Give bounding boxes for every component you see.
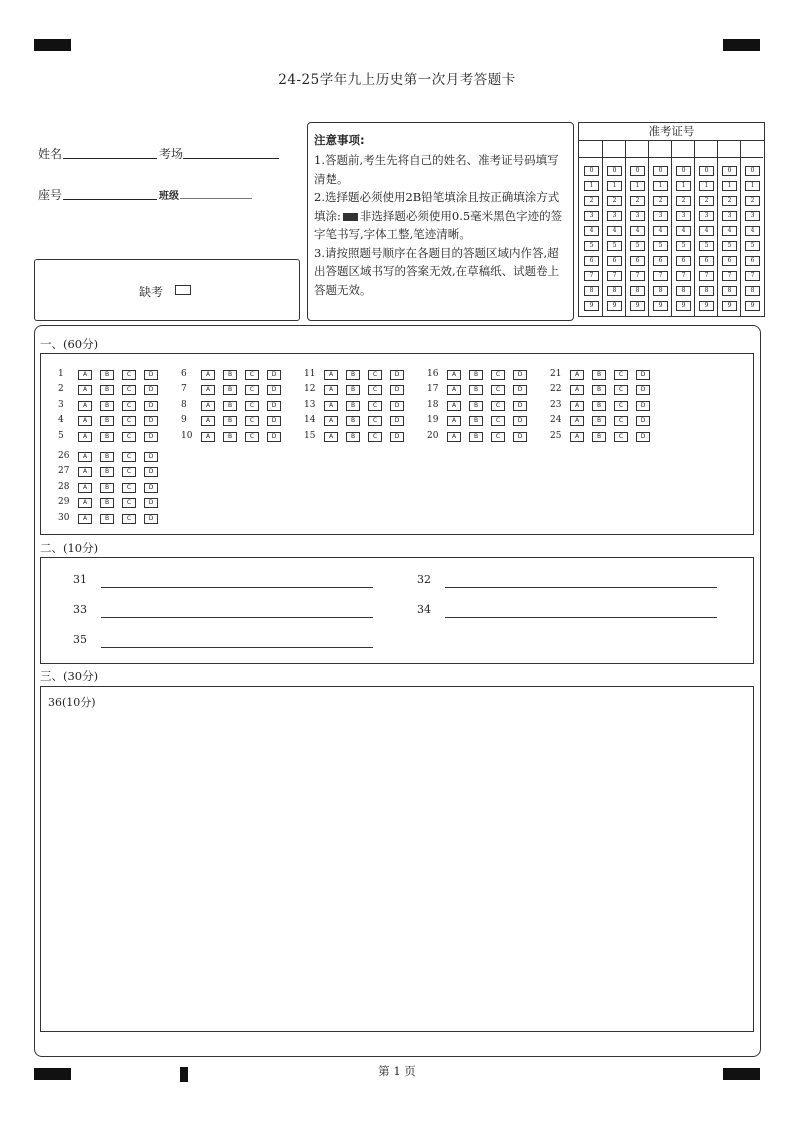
question-36-label: 36(10分)	[48, 696, 96, 709]
option-bubble-a[interactable]: A	[78, 416, 92, 426]
option-bubble-b[interactable]: B	[100, 416, 114, 426]
option-bubble-d[interactable]: D	[636, 385, 650, 395]
question-34-number: 34	[417, 603, 431, 616]
admission-digit-bubble[interactable]: 7	[722, 271, 737, 281]
option-bubble-c[interactable]: C	[368, 416, 382, 426]
admission-digit-bubble[interactable]: 3	[584, 211, 599, 221]
notice-item-1: 1.答题前,考生先将自己的姓名、准考证号码填写清楚。	[314, 153, 559, 186]
option-bubble-d[interactable]: D	[390, 370, 404, 380]
option-bubble-b[interactable]: B	[223, 370, 237, 380]
filled-bubble-example-icon	[343, 213, 358, 221]
admission-digit-bubble[interactable]: 4	[676, 226, 691, 236]
admission-digit-bubble[interactable]: 7	[653, 271, 668, 281]
option-bubble-d[interactable]: D	[636, 401, 650, 411]
option-bubble-b[interactable]: B	[469, 432, 483, 442]
admission-digit-bubble[interactable]: 9	[699, 301, 714, 311]
question-number: 1	[58, 369, 64, 379]
question-number: 17	[427, 384, 439, 395]
option-bubble-b[interactable]: B	[100, 483, 114, 493]
admission-digit-bubble[interactable]: 5	[584, 241, 599, 251]
option-bubble-b[interactable]: B	[100, 467, 114, 477]
option-bubble-c[interactable]: C	[122, 432, 136, 442]
question-number: 11	[304, 369, 316, 379]
option-bubble-c[interactable]: C	[491, 385, 505, 395]
option-bubble-a[interactable]: A	[570, 401, 584, 411]
option-bubble-b[interactable]: B	[346, 370, 360, 380]
question-number: 18	[427, 399, 439, 410]
question-number: 7	[181, 384, 187, 395]
question-number: 15	[304, 430, 316, 441]
option-bubble-a[interactable]: A	[447, 385, 461, 395]
option-bubble-d[interactable]: D	[390, 416, 404, 426]
admission-column	[625, 140, 649, 316]
option-bubble-c[interactable]: C	[614, 432, 628, 442]
option-bubble-c[interactable]: C	[122, 416, 136, 426]
absent-label: 缺考	[139, 285, 164, 299]
option-bubble-c[interactable]: C	[122, 514, 136, 524]
notice-item-2-post: 非选择题必须使用0.5毫米黑色字迹的签字笔书写,字体工整,笔迹清晰。	[314, 208, 563, 241]
admission-column	[648, 140, 672, 316]
option-bubble-c[interactable]: C	[122, 401, 136, 411]
admission-column	[579, 140, 603, 316]
option-bubble-a[interactable]: A	[324, 385, 338, 395]
question-number: 16	[427, 369, 439, 379]
admission-digit-bubble[interactable]: 6	[699, 256, 714, 266]
question-number: 3	[58, 399, 64, 410]
admission-digit-bubble[interactable]: 8	[699, 286, 714, 296]
option-bubble-d[interactable]: D	[144, 401, 158, 411]
question-number: 29	[58, 497, 70, 508]
option-bubble-c[interactable]: C	[614, 401, 628, 411]
question-number: 9	[181, 415, 187, 426]
question-number: 23	[550, 399, 562, 410]
option-bubble-c[interactable]: C	[368, 401, 382, 411]
question-number: 10	[181, 430, 193, 441]
option-bubble-d[interactable]: D	[144, 514, 158, 524]
option-bubble-b[interactable]: B	[469, 416, 483, 426]
question-number: 19	[427, 415, 439, 426]
admission-digit-bubble[interactable]: 8	[630, 286, 645, 296]
option-bubble-d[interactable]: D	[267, 432, 281, 442]
admission-digit-bubble[interactable]: 7	[676, 271, 691, 281]
option-bubble-c[interactable]: C	[122, 385, 136, 395]
admission-digit-bubble[interactable]: 2	[584, 196, 599, 206]
option-bubble-d[interactable]: D	[144, 370, 158, 380]
admission-digit-bubble[interactable]: 6	[722, 256, 737, 266]
admission-digit-bubble[interactable]: 2	[676, 196, 691, 206]
admission-digit-bubble[interactable]: 3	[653, 211, 668, 221]
option-bubble-c[interactable]: C	[614, 385, 628, 395]
option-bubble-b[interactable]: B	[223, 401, 237, 411]
admission-digit-bubble[interactable]: 1	[676, 181, 691, 191]
notice-panel	[307, 122, 574, 321]
option-bubble-d[interactable]: D	[144, 467, 158, 477]
question-33-number: 33	[73, 603, 87, 616]
class-field[interactable]	[180, 198, 252, 199]
notice-title: 注意事项:	[314, 133, 365, 147]
admission-digit-bubble[interactable]: 3	[722, 211, 737, 221]
admission-digit-bubble[interactable]: 7	[699, 271, 714, 281]
admission-write-cell[interactable]	[625, 140, 648, 158]
option-bubble-a[interactable]: A	[78, 467, 92, 477]
option-bubble-d[interactable]: D	[267, 416, 281, 426]
option-bubble-a[interactable]: A	[447, 432, 461, 442]
admission-digit-bubble[interactable]: 5	[722, 241, 737, 251]
admission-digit-bubble[interactable]: 5	[630, 241, 645, 251]
option-bubble-a[interactable]: A	[324, 432, 338, 442]
option-bubble-a[interactable]: A	[78, 370, 92, 380]
admission-write-cell[interactable]	[579, 140, 602, 158]
option-bubble-a[interactable]: A	[201, 416, 215, 426]
admission-digit-bubble[interactable]: 6	[584, 256, 599, 266]
admission-digit-bubble[interactable]: 7	[607, 271, 622, 281]
question-number: 14	[304, 415, 316, 426]
option-bubble-b[interactable]: B	[592, 416, 606, 426]
question-number: 25	[550, 430, 562, 441]
admission-digit-bubble[interactable]: 4	[653, 226, 668, 236]
option-bubble-b[interactable]: B	[100, 452, 114, 462]
admission-digit-bubble[interactable]: 6	[653, 256, 668, 266]
admission-digit-bubble[interactable]: 5	[699, 241, 714, 251]
option-bubble-c[interactable]: C	[368, 370, 382, 380]
option-bubble-b[interactable]: B	[100, 514, 114, 524]
admission-digit-bubble[interactable]: 0	[584, 166, 599, 176]
question-number: 8	[181, 399, 187, 410]
admission-digit-bubble[interactable]: 9	[607, 301, 622, 311]
admission-digit-bubble[interactable]: 3	[699, 211, 714, 221]
admission-digit-bubble[interactable]: 1	[745, 181, 760, 191]
admission-digit-bubble[interactable]: 6	[607, 256, 622, 266]
admission-digit-bubble[interactable]: 3	[745, 211, 760, 221]
question-31-answer-line[interactable]	[101, 587, 373, 588]
admission-write-cell[interactable]	[694, 140, 717, 158]
admission-digit-bubble[interactable]: 2	[630, 196, 645, 206]
option-bubble-c[interactable]: C	[122, 452, 136, 462]
admission-digit-bubble[interactable]: 5	[653, 241, 668, 251]
question-number: 26	[58, 451, 70, 461]
admission-number-grid	[578, 122, 765, 317]
option-bubble-c[interactable]: C	[614, 370, 628, 380]
option-bubble-b[interactable]: B	[223, 385, 237, 395]
admission-write-cell[interactable]	[671, 140, 694, 158]
page-title: 24-25学年九上历史第一次月考答题卡	[278, 72, 516, 88]
question-number: 2	[58, 384, 64, 395]
option-bubble-a[interactable]: A	[78, 432, 92, 442]
option-bubble-a[interactable]: A	[201, 432, 215, 442]
admission-digit-bubble[interactable]: 1	[584, 181, 599, 191]
admission-digit-bubble[interactable]: 4	[584, 226, 599, 236]
question-number: 6	[181, 369, 187, 379]
admission-digit-bubble[interactable]: 0	[745, 166, 760, 176]
option-bubble-a[interactable]: A	[78, 385, 92, 395]
admission-digit-bubble[interactable]: 9	[653, 301, 668, 311]
admission-digit-bubble[interactable]: 7	[745, 271, 760, 281]
admission-digit-bubble[interactable]: 2	[607, 196, 622, 206]
option-bubble-d[interactable]: D	[267, 401, 281, 411]
admission-column	[671, 140, 695, 316]
admission-digit-bubble[interactable]: 3	[607, 211, 622, 221]
admission-digit-bubble[interactable]: 6	[676, 256, 691, 266]
admission-digit-bubble[interactable]: 3	[630, 211, 645, 221]
option-bubble-d[interactable]: D	[636, 370, 650, 380]
registration-mark-top-right	[723, 39, 760, 51]
question-35-answer-line[interactable]	[101, 647, 373, 648]
option-bubble-d[interactable]: D	[513, 401, 527, 411]
admission-digit-bubble[interactable]: 9	[584, 301, 599, 311]
admission-digit-bubble[interactable]: 9	[722, 301, 737, 311]
option-bubble-a[interactable]: A	[324, 401, 338, 411]
admission-digit-bubble[interactable]: 9	[745, 301, 760, 311]
admission-title: 准考证号	[579, 123, 764, 141]
option-bubble-a[interactable]: A	[570, 370, 584, 380]
admission-digit-bubble[interactable]: 5	[607, 241, 622, 251]
option-bubble-b[interactable]: B	[100, 370, 114, 380]
option-bubble-d[interactable]: D	[513, 416, 527, 426]
option-bubble-c[interactable]: C	[491, 416, 505, 426]
admission-digit-bubble[interactable]: 8	[653, 286, 668, 296]
option-bubble-c[interactable]: C	[245, 385, 259, 395]
admission-digit-bubble[interactable]: 2	[722, 196, 737, 206]
option-bubble-d[interactable]: D	[144, 498, 158, 508]
admission-digit-bubble[interactable]: 1	[607, 181, 622, 191]
section1-header: 一、(60分)	[40, 337, 99, 351]
admission-digit-bubble[interactable]: 8	[745, 286, 760, 296]
option-bubble-b[interactable]: B	[100, 432, 114, 442]
question-34-answer-line[interactable]	[445, 617, 717, 618]
option-bubble-b[interactable]: B	[592, 370, 606, 380]
option-bubble-a[interactable]: A	[447, 416, 461, 426]
option-bubble-c[interactable]: C	[245, 370, 259, 380]
option-bubble-d[interactable]: D	[636, 416, 650, 426]
admission-digit-bubble[interactable]: 0	[722, 166, 737, 176]
exam-room-field[interactable]	[183, 158, 279, 159]
option-bubble-a[interactable]: A	[78, 483, 92, 493]
admission-write-cell[interactable]	[648, 140, 671, 158]
notice-item-2-pre: 2.选择题必须使用2B铅笔填涂且按正确填涂方式填涂:	[314, 190, 560, 223]
option-bubble-a[interactable]: A	[324, 416, 338, 426]
question-number: 5	[58, 430, 64, 441]
option-bubble-d[interactable]: D	[390, 432, 404, 442]
admission-column	[717, 140, 741, 316]
admission-write-cell[interactable]	[602, 140, 625, 158]
question-32-number: 32	[417, 573, 431, 586]
option-bubble-a[interactable]: A	[570, 432, 584, 442]
admission-digit-bubble[interactable]: 8	[722, 286, 737, 296]
admission-digit-bubble[interactable]: 6	[745, 256, 760, 266]
option-bubble-b[interactable]: B	[100, 498, 114, 508]
question-35-number: 35	[73, 633, 87, 646]
admission-digit-bubble[interactable]: 2	[653, 196, 668, 206]
seat-label: 座号	[38, 188, 63, 202]
section2-header: 二、(10分)	[40, 541, 99, 555]
option-bubble-d[interactable]: D	[513, 385, 527, 395]
option-bubble-a[interactable]: A	[201, 370, 215, 380]
section3-header: 三、(30分)	[40, 669, 99, 683]
admission-digit-bubble[interactable]: 2	[745, 196, 760, 206]
admission-digit-bubble[interactable]: 4	[607, 226, 622, 236]
option-bubble-a[interactable]: A	[570, 385, 584, 395]
section3-answer-area[interactable]	[40, 686, 754, 1032]
option-bubble-b[interactable]: B	[469, 370, 483, 380]
option-bubble-b[interactable]: B	[100, 385, 114, 395]
class-label: 班级	[159, 191, 179, 202]
admission-digit-bubble[interactable]: 6	[630, 256, 645, 266]
question-number: 4	[58, 415, 64, 426]
admission-digit-bubble[interactable]: 5	[745, 241, 760, 251]
name-field[interactable]	[63, 158, 157, 159]
question-number: 22	[550, 384, 562, 395]
admission-digit-bubble[interactable]: 8	[584, 286, 599, 296]
option-bubble-b[interactable]: B	[346, 432, 360, 442]
question-32-answer-line[interactable]	[445, 587, 717, 588]
option-bubble-b[interactable]: B	[469, 385, 483, 395]
admission-digit-bubble[interactable]: 9	[676, 301, 691, 311]
option-bubble-d[interactable]: D	[390, 401, 404, 411]
admission-digit-bubble[interactable]: 1	[653, 181, 668, 191]
question-number: 20	[427, 430, 439, 441]
option-bubble-c[interactable]: C	[491, 370, 505, 380]
admission-digit-bubble[interactable]: 4	[630, 226, 645, 236]
admission-digit-bubble[interactable]: 0	[653, 166, 668, 176]
registration-mark-top-left	[34, 39, 71, 51]
question-number: 24	[550, 415, 562, 426]
option-bubble-d[interactable]: D	[513, 432, 527, 442]
admission-digit-bubble[interactable]: 1	[630, 181, 645, 191]
option-bubble-a[interactable]: A	[78, 498, 92, 508]
option-bubble-b[interactable]: B	[592, 385, 606, 395]
option-bubble-a[interactable]: A	[201, 401, 215, 411]
option-bubble-c[interactable]: C	[122, 467, 136, 477]
option-bubble-d[interactable]: D	[144, 483, 158, 493]
question-number: 12	[304, 384, 316, 395]
option-bubble-b[interactable]: B	[100, 401, 114, 411]
admission-digit-bubble[interactable]: 1	[699, 181, 714, 191]
admission-digit-bubble[interactable]: 2	[699, 196, 714, 206]
option-bubble-a[interactable]: A	[78, 401, 92, 411]
option-bubble-d[interactable]: D	[636, 432, 650, 442]
admission-digit-bubble[interactable]: 5	[676, 241, 691, 251]
admission-digit-bubble[interactable]: 8	[676, 286, 691, 296]
admission-column	[602, 140, 626, 316]
option-bubble-d[interactable]: D	[144, 416, 158, 426]
question-31-number: 31	[73, 573, 87, 586]
option-bubble-d[interactable]: D	[144, 432, 158, 442]
option-bubble-d[interactable]: D	[144, 452, 158, 462]
admission-digit-bubble[interactable]: 8	[607, 286, 622, 296]
option-bubble-b[interactable]: B	[592, 401, 606, 411]
option-bubble-b[interactable]: B	[223, 432, 237, 442]
question-number: 13	[304, 399, 316, 410]
admission-digit-bubble[interactable]: 0	[676, 166, 691, 176]
exam-room-label: 考场	[159, 147, 184, 161]
option-bubble-c[interactable]: C	[614, 416, 628, 426]
option-bubble-a[interactable]: A	[570, 416, 584, 426]
absent-box	[34, 259, 300, 321]
option-bubble-d[interactable]: D	[513, 370, 527, 380]
option-bubble-c[interactable]: C	[491, 401, 505, 411]
question-33-answer-line[interactable]	[101, 617, 373, 618]
option-bubble-d[interactable]: D	[267, 385, 281, 395]
admission-digit-bubble[interactable]: 0	[630, 166, 645, 176]
option-bubble-b[interactable]: B	[346, 416, 360, 426]
notice-item-3: 3.请按照题号顺序在各题目的答题区域内作答,超出答题区域书写的答案无效,在草稿纸、试题卷上答题无效。	[314, 245, 560, 297]
option-bubble-b[interactable]: B	[223, 416, 237, 426]
option-bubble-c[interactable]: C	[122, 370, 136, 380]
option-bubble-d[interactable]: D	[390, 385, 404, 395]
option-bubble-c[interactable]: C	[122, 483, 136, 493]
seat-field[interactable]	[63, 199, 157, 200]
option-bubble-a[interactable]: A	[78, 514, 92, 524]
option-bubble-d[interactable]: D	[144, 385, 158, 395]
option-bubble-a[interactable]: A	[78, 452, 92, 462]
option-bubble-b[interactable]: B	[346, 385, 360, 395]
admission-digit-bubble[interactable]: 1	[722, 181, 737, 191]
option-bubble-d[interactable]: D	[267, 370, 281, 380]
question-number: 30	[58, 512, 70, 523]
admission-digit-bubble[interactable]: 0	[607, 166, 622, 176]
option-bubble-a[interactable]: A	[447, 401, 461, 411]
absent-checkbox[interactable]	[175, 285, 191, 295]
admission-digit-bubble[interactable]: 4	[722, 226, 737, 236]
admission-digit-bubble[interactable]: 0	[699, 166, 714, 176]
option-bubble-b[interactable]: B	[469, 401, 483, 411]
admission-digit-bubble[interactable]: 7	[584, 271, 599, 281]
option-bubble-b[interactable]: B	[346, 401, 360, 411]
admission-digit-bubble[interactable]: 7	[630, 271, 645, 281]
question-number: 28	[58, 481, 70, 492]
notice-body	[314, 151, 566, 299]
option-bubble-c[interactable]: C	[245, 401, 259, 411]
option-bubble-a[interactable]: A	[447, 370, 461, 380]
option-bubble-c[interactable]: C	[368, 432, 382, 442]
question-number: 27	[58, 466, 70, 477]
option-bubble-a[interactable]: A	[324, 370, 338, 380]
option-bubble-b[interactable]: B	[592, 432, 606, 442]
option-bubble-c[interactable]: C	[245, 432, 259, 442]
admission-column	[740, 140, 763, 316]
admission-write-cell[interactable]	[740, 140, 763, 158]
admission-digit-bubble[interactable]: 4	[699, 226, 714, 236]
name-label: 姓名	[38, 147, 63, 161]
notice-item-2	[314, 188, 566, 244]
admission-digit-bubble[interactable]: 3	[676, 211, 691, 221]
option-bubble-c[interactable]: C	[491, 432, 505, 442]
option-bubble-c[interactable]: C	[245, 416, 259, 426]
admission-column	[694, 140, 718, 316]
option-bubble-c[interactable]: C	[122, 498, 136, 508]
page-footer: 第 1 页	[378, 1064, 416, 1078]
question-number: 21	[550, 369, 562, 379]
admission-digit-bubble[interactable]: 4	[745, 226, 760, 236]
option-bubble-a[interactable]: A	[201, 385, 215, 395]
option-bubble-c[interactable]: C	[368, 385, 382, 395]
admission-digit-bubble[interactable]: 9	[630, 301, 645, 311]
admission-write-cell[interactable]	[717, 140, 740, 158]
